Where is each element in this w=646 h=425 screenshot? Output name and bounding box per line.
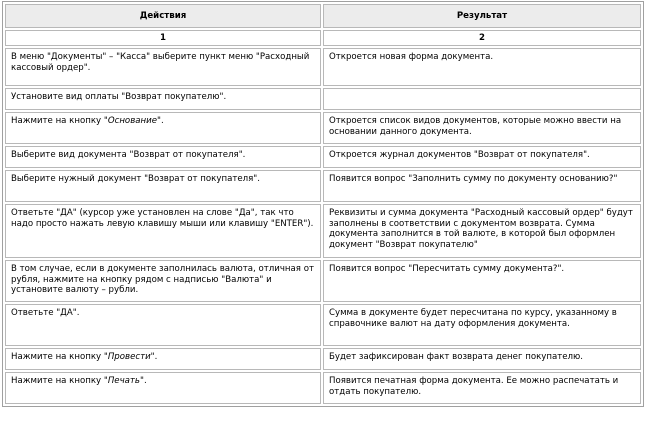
result-cell: Появится печатная форма документа. Ее можно распечатать и отдать покупателю. [323, 372, 641, 404]
instructions-table [2, 1, 644, 407]
table-row [5, 170, 641, 202]
table-row [5, 204, 641, 258]
result-cell: Появится вопрос "Заполнить сумму по документу основанию?" [323, 170, 641, 202]
button-name-provesti: "Провести" [103, 352, 155, 362]
action-cell: Ответьте "ДА" (курсор уже установлен на слове "Да", так что надо просто нажать левую клавишу мыши или клавишу "ENTER"). [5, 204, 321, 258]
header-row [5, 4, 641, 28]
result-cell [323, 88, 641, 110]
result-cell: Появится вопрос "Пересчитать сумму документа?". [323, 260, 641, 302]
table-row [5, 48, 641, 86]
result-cell: Будет зафиксирован факт возврата денег покупателю. [323, 348, 641, 370]
column-number-actions: 1 [5, 30, 321, 46]
result-cell: Откроется журнал документов "Возврат от покупателя". [323, 146, 641, 168]
column-number-row [5, 30, 641, 46]
action-cell: Выберите нужный документ "Возврат от покупателя". [5, 170, 321, 202]
action-cell: В меню "Документы" – "Касса" выберите пункт меню "Расходный кассовый ордер". [5, 48, 321, 86]
action-cell [5, 112, 321, 144]
instructions-table-wrapper [2, 1, 644, 423]
column-number-result: 2 [323, 30, 641, 46]
action-text: Нажмите на кнопку [11, 376, 104, 386]
action-suffix: . [160, 116, 164, 126]
table-row [5, 146, 641, 168]
action-cell [5, 348, 321, 370]
header-result: Результат [323, 4, 641, 28]
action-cell: В том случае, если в документе заполнилась валюта, отличная от рубля, нажмите на кнопку рядом с надписью "Валюта" и установите валюту – рубли. [5, 260, 321, 302]
action-cell [5, 372, 321, 404]
action-suffix: . [154, 352, 158, 362]
result-cell: Реквизиты и сумма документа "Расходный кассовый ордер" будут заполнены в соответствии с документом возврата. Сумма документа заполнится в той валюте, в которой был оформлен документ "Возврат покупателю" [323, 204, 641, 258]
action-text: Нажмите на кнопку [11, 352, 104, 362]
action-suffix: . [143, 376, 147, 386]
action-cell: Ответьте "ДА". [5, 304, 321, 346]
table-row [5, 112, 641, 144]
table-row [5, 348, 641, 370]
result-cell: Откроется новая форма документа. [323, 48, 641, 86]
action-text: Нажмите на кнопку [11, 116, 104, 126]
table-row [5, 372, 641, 404]
button-name-pechat: "Печать" [103, 376, 144, 386]
button-name-osnovanie: "Основание" [103, 116, 161, 126]
result-cell: Откроется список видов документов, которые можно ввести на основании данного документа. [323, 112, 641, 144]
header-actions: Действия [5, 4, 321, 28]
action-cell: Выберите вид документа "Возврат от покупателя". [5, 146, 321, 168]
action-cell: Установите вид оплаты "Возврат покупателю". [5, 88, 321, 110]
table-row [5, 304, 641, 346]
table-row [5, 260, 641, 302]
table-row [5, 88, 641, 110]
result-cell: Сумма в документе будет пересчитана по курсу, указанному в справочнике валют на дату оформления документа. [323, 304, 641, 346]
